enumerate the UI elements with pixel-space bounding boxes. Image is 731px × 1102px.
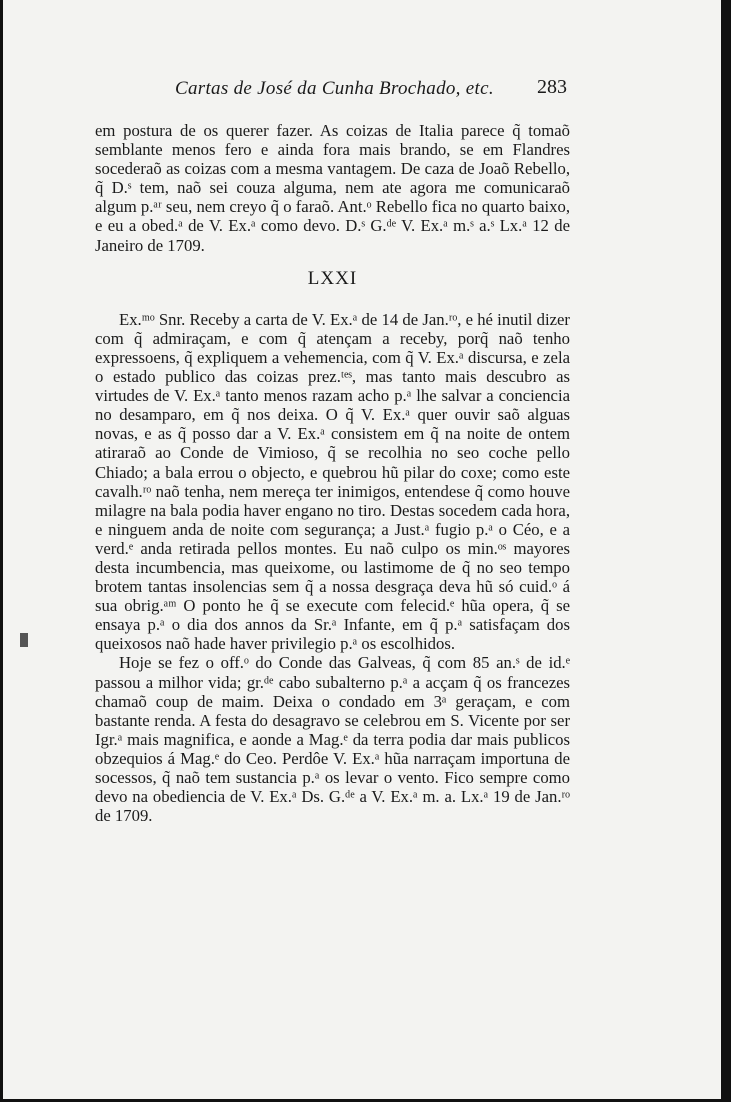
body-text: [95, 121, 570, 825]
previous-letter-ending: em postura de os querer fazer. As coizas de Italia parece q̃ tomaõ semblante menos fero e ainda fora mais brando, se em Flandres socederaõ as coizas com a mesma vantagem. De caza de Joaõ Rebello, q̃ D.ˢ tem, naõ sei couza alguma, nem ate agora me comunicaraõ algum p.ᵃʳ seu, nem creyo q̃ o faraõ. Ant.ᵒ Rebello fica no quarto baixo, e eu a obed.ᵃ de V. Ex.ᵃ como devo. D.ˢ G.ᵈᵉ V. Ex.ᵃ m.ˢ a.ˢ Lx.ᵃ 12 de Janeiro de 1709.: [95, 121, 570, 255]
letter-paragraph-2: Hoje se fez o off.ᵒ do Conde das Galveas, q̃ com 85 an.ˢ de id.ᵉ passou a milhor vida; gr.ᵈᵉ cabo subalterno p.ᵃ a acçam q̃ os francezes chamaõ coup de maim. Deixa o condado em 3ᵃ geraçam, e com bastante renda. A festa do desagravo se celebrou em S. Vicente por ser Igr.ᵃ mais magnifica, e aonde a Mag.ᵉ da terra podia dar mais publicos obzequios á Mag.ᵉ do Ceo. Perdôe V. Ex.ᵃ hũa narraçam importuna de socessos, q̃ naõ tem sustancia p.ᵃ os levar o vento. Fico sempre como devo na obediencia de V. Ex.ᵃ Ds. G.ᵈᵉ a V. Ex.ᵃ m. a. Lx.ᵃ 19 de Jan.ʳᵒ de 1709.: [95, 653, 570, 826]
scan-border-right: [721, 0, 731, 1102]
page-number: 283: [537, 76, 567, 98]
letter-number-heading: LXXI: [307, 267, 358, 289]
margin-mark: [20, 633, 28, 647]
running-title: Cartas de José da Cunha Brochado, etc.: [175, 78, 494, 99]
letter-paragraph-1: Ex.ᵐᵒ Snr. Receby a carta de V. Ex.ᵃ de 14 de Jan.ʳᵒ, e hé inutil dizer com q̃ admiraçam, e com q̃ atençam a receby, porq̃ naõ tenho expressoens, q̃ expliquem a vehemencia, com q̃ V. Ex.ᵃ discursa, e zela o estado publico das coizas prez.ᵗᵉˢ, mas tanto mais descubro as virtudes de V. Ex.ᵃ tanto menos razam acho p.ᵃ lhe salvar a conciencia no desamparo, em q̃ nos deixa. O q̃ V. Ex.ᵃ quer ouvir saõ alguas novas, e as q̃ posso dar a V. Ex.ᵃ consistem em q̃ na noite de ontem atiraraõ ao Conde de Vimioso, q̃ se recolhia no seo coche pello Chiado; a bala errou o objecto, e quebrou hũ pilar do coxe; como este cavalh.ʳᵒ naõ tenha, nem mereça ter inimigos, entendese q̃ como houve milagre na bala podia haver engano no tiro. Destas socedem cada hora, e ninguem anda de noite com segurança; a Just.ᵃ fugio p.ᵃ o Céo, e a verd.ᵉ anda retirada pellos montes. Eu naõ culpo os min.ᵒˢ mayores desta incumbencia, mas queixome, ou lastimome de q̃ no seo tempo brotem tantas insolencias sem q̃ a nossa desgraça deva hũ só cuid.ᵒ á sua obrig.ᵃᵐ O ponto he q̃ se execute com felecid.ᵉ hũa opera, q̃ se ensaya p.ᵃ o dia dos annos da Sr.ᵃ Infante, em q̃ p.ᵃ satisfaçam dos queixosos naõ hade haver privilegio p.ᵃ os escolhidos.: [95, 309, 570, 654]
